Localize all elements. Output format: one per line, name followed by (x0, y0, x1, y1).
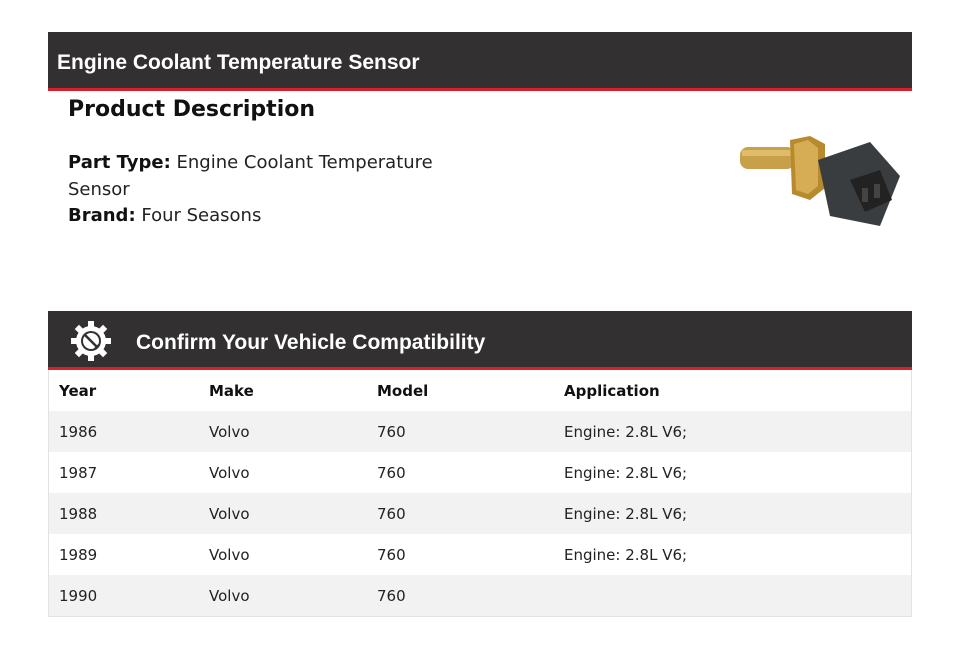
part-type-value: Engine Coolant Temperature Sensor (68, 152, 433, 200)
product-title: Engine Coolant Temperature Sensor (57, 51, 420, 74)
table-row (49, 452, 912, 493)
cell-model: 760 (377, 586, 406, 605)
cell-model: 760 (377, 545, 406, 564)
column-header-make: Make (209, 381, 254, 400)
cell-model: 760 (377, 422, 406, 441)
cell-application: Engine: 2.8L V6; (564, 422, 688, 441)
cell-make: Volvo (209, 545, 250, 564)
cell-year: 1987 (59, 463, 98, 482)
table-row (49, 534, 912, 575)
compatibility-title: Confirm Your Vehicle Compatibility (136, 331, 486, 354)
table-row (49, 575, 912, 617)
table-row (49, 411, 912, 452)
table-header-row (49, 370, 912, 411)
product-description-heading: Product Description (68, 97, 316, 122)
product-title-bar (48, 32, 912, 91)
cell-application (564, 575, 912, 617)
column-header-model: Model (377, 381, 429, 400)
product-image (730, 100, 910, 260)
gear-wrench-icon (70, 320, 112, 362)
product-description (68, 150, 448, 230)
cell-application: Engine: 2.8L V6; (564, 504, 688, 523)
cell-year: 1986 (59, 422, 98, 441)
column-header-application: Application (564, 381, 660, 400)
cell-application: Engine: 2.8L V6; (564, 463, 688, 482)
cell-make: Volvo (209, 504, 250, 523)
cell-year: 1990 (59, 586, 98, 605)
cell-model: 760 (377, 504, 406, 523)
cell-make: Volvo (209, 422, 250, 441)
cell-model: 760 (377, 463, 406, 482)
brand-label: Brand: (68, 205, 136, 226)
cell-application: Engine: 2.8L V6; (564, 545, 688, 564)
compatibility-bar (48, 311, 912, 370)
brand-value: Four Seasons (141, 205, 262, 226)
part-type-label: Part Type: (68, 152, 171, 173)
table-row (49, 493, 912, 534)
cell-year: 1989 (59, 545, 98, 564)
cell-make: Volvo (209, 586, 250, 605)
column-header-year: Year (59, 381, 97, 400)
cell-year: 1988 (59, 504, 98, 523)
compatibility-table (48, 370, 912, 617)
cell-make: Volvo (209, 463, 250, 482)
